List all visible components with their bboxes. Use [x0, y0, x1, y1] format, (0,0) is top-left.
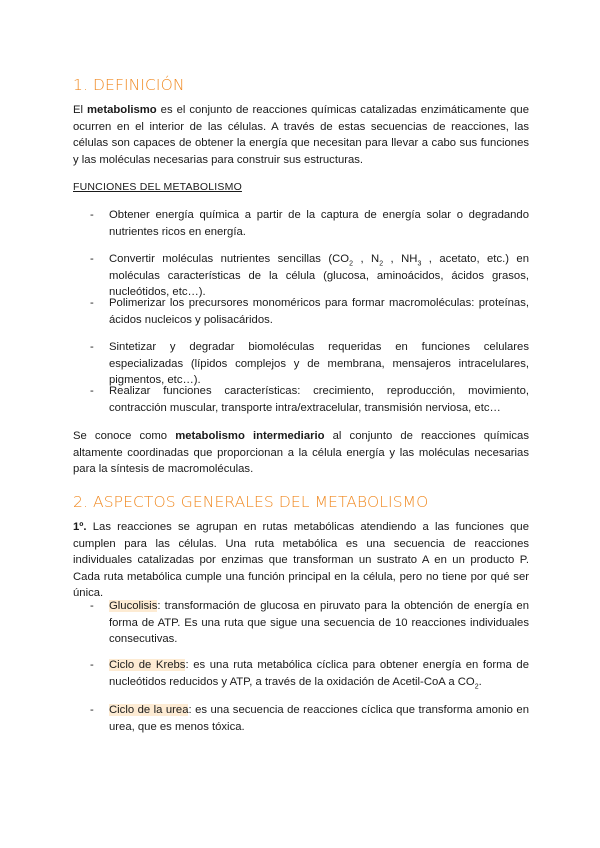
bullet-dash: -	[90, 600, 94, 612]
bullet-dash: -	[90, 253, 94, 265]
highlight-ciclo-urea: Ciclo de la urea	[109, 704, 189, 716]
bullet-dash: -	[90, 659, 94, 671]
list-item: - Ciclo de Krebs: es una ruta metabólica cíclica para obtener energía en forma de nucleótidos reducidos y ATP, a través de la oxidación de Acetil-CoA a $CO_2$.	[90, 659, 529, 690]
list-item: - Ciclo de la urea: es una secuencia de reacciones cíclica que transforma amonio en urea, que es menos tóxica.	[90, 704, 529, 733]
list-item: - Sintetizar y degradar biomoléculas requeridas en funciones celulares especializadas (lípidos complejos y de membrana, mensajeros intracelulares, pigmentos, etc…).	[90, 341, 529, 386]
subheading-funciones: FUNCIONES DEL METABOLISMO	[73, 181, 242, 193]
section-heading-definicion: 1. DEFINICIÓN	[73, 76, 185, 94]
point-paragraph: 1º. Las reacciones se agrupan en rutas metabólicas atendiendo a las funciones que cumplen para las células. Una ruta metabólica es una secuencia de reacciones individuales catalizadas por enzimas que transforman un sustrato A en un producto P. Cada ruta metabólica cumple una función principal en la célula, pero no tiene por qué ser única.	[73, 521, 529, 599]
section-heading-aspectos: 2. ASPECTOS GENERALES DEL METABOLISMO	[73, 493, 429, 511]
list-item: - Realizar funciones características: crecimiento, reproducción, movimiento, contracción muscular, transporte intra/extracelular, transmisión nerviosa, etc…	[90, 385, 529, 414]
list-item: - Obtener energía química a partir de la captura de energía solar o degradando nutrientes ricos en energía.	[90, 209, 529, 238]
bullet-dash: -	[90, 297, 94, 309]
list-item: - Polimerizar los precursores monoméricos para formar macromoléculas: proteínas, ácidos nucleicos y polisacáridos.	[90, 297, 529, 326]
closing-paragraph: Se conoce como metabolismo intermediario al conjunto de reacciones químicas altamente coordinadas que proporcionan a la célula energía y las moléculas necesarias para la síntesis de macromoléculas.	[73, 430, 529, 475]
bullet-dash: -	[90, 209, 94, 221]
definition-paragraph: El metabolismo es el conjunto de reacciones químicas catalizadas enzimáticamente que ocurren en el interior de las células. A través de estas secuencias de reacciones, las células son capaces de obtener la energía que necesitan para llevar a cabo sus funciones y las moléculas necesarias para construir sus estructuras.	[73, 104, 529, 166]
term-metabolismo: metabolismo	[87, 104, 157, 116]
point-label: 1º.	[73, 521, 87, 533]
highlight-ciclo-krebs: Ciclo de Krebs	[109, 659, 186, 671]
bullet-dash: -	[90, 385, 94, 397]
bullet-dash: -	[90, 341, 94, 353]
list-item: - Convertir moléculas nutrientes sencillas ($CO_2$ , $N_2$ , $NH_3$ , acetato, etc.) en moléculas características de la célula (glucosa, aminoácidos, ácidos grasos, nucleótidos, etc…).	[90, 253, 529, 298]
highlight-glucolisis: Glucolisis	[109, 600, 158, 612]
bullet-dash: -	[90, 704, 94, 716]
term-metabolismo-intermediario: metabolismo intermediario	[175, 430, 325, 442]
list-item: - Glucolisis: transformación de glucosa en piruvato para la obtención de energía en forma de ATP. Es una ruta que sigue una secuencia de 10 reacciones individuales consecutivas.	[90, 600, 529, 645]
